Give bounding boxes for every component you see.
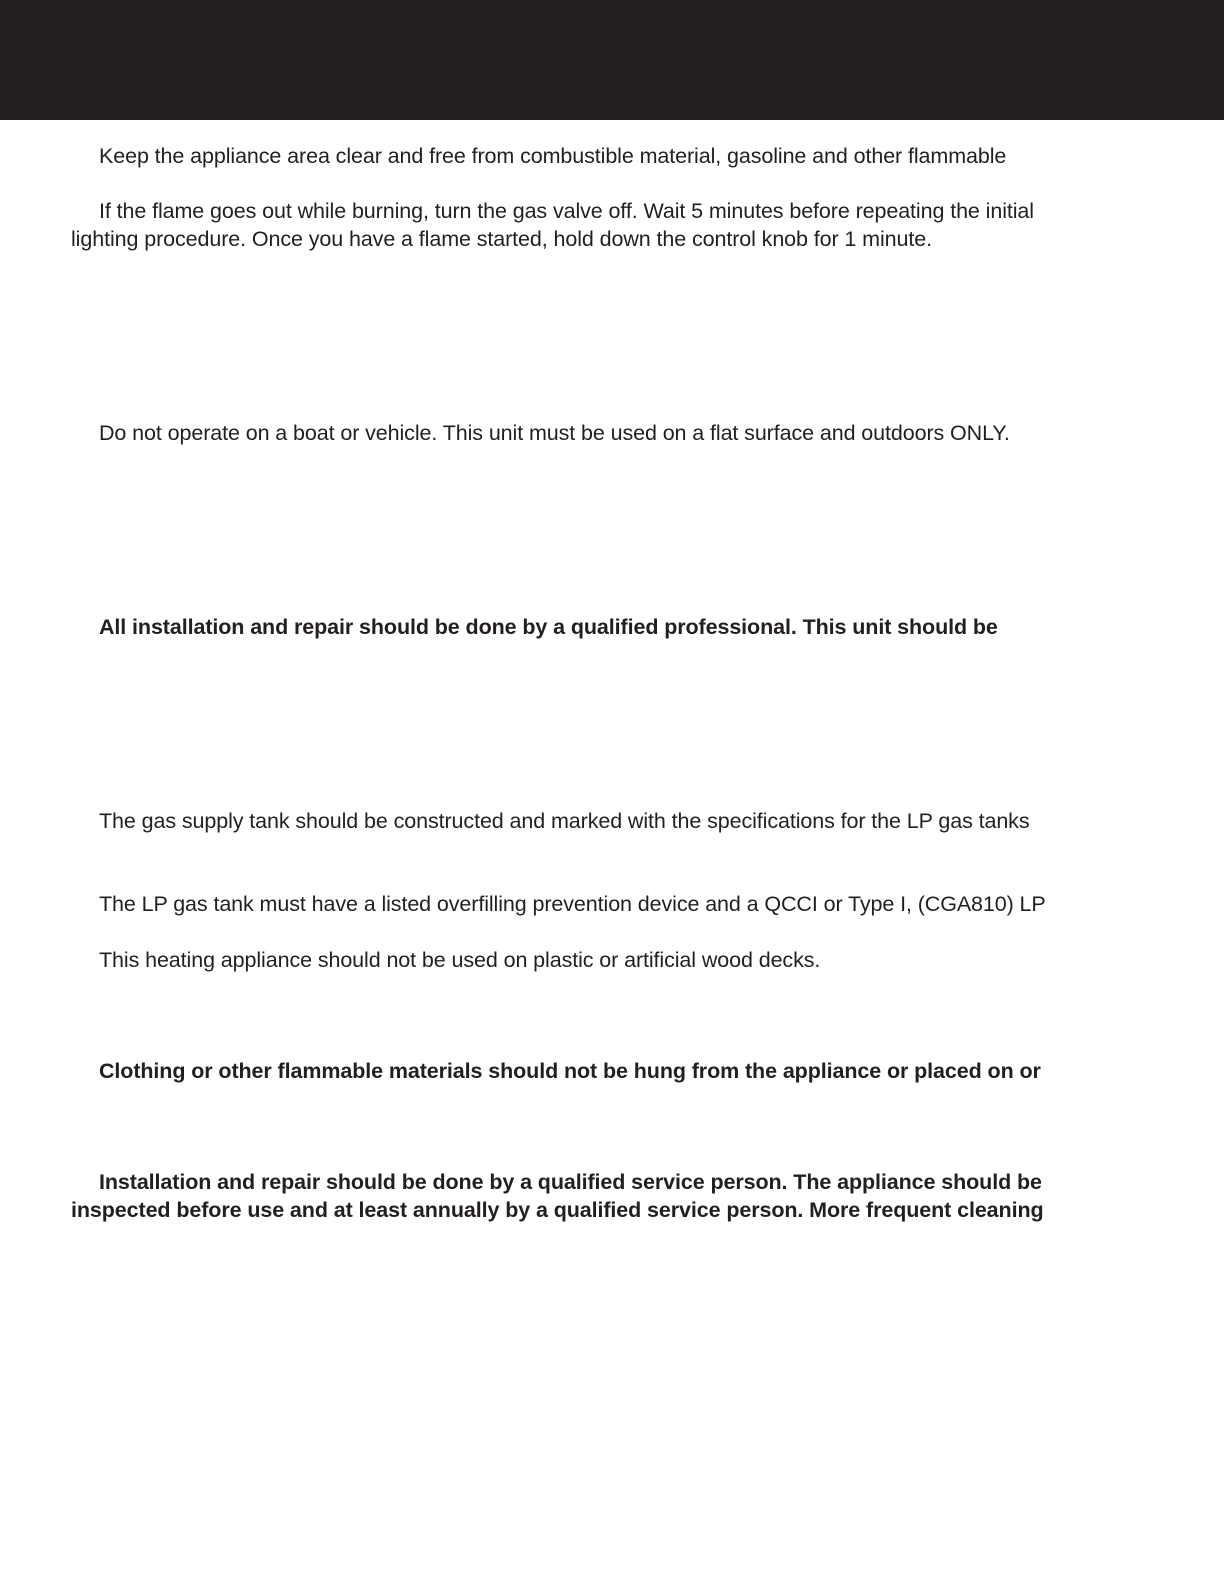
text-line-installation-service-person: Installation and repair should be done by a qualified service person. The appliance should be: [99, 1170, 1042, 1194]
text-line-flame-goes-out: If the flame goes out while burning, turn the gas valve off. Wait 5 minutes before repeating the initial: [99, 199, 1034, 223]
text-line-keep-area-clear: Keep the appliance area clear and free from combustible material, gasoline and other flammable: [99, 144, 1007, 168]
text-line-lighting-procedure: lighting procedure. Once you have a flame started, hold down the control knob for 1 minute.: [71, 227, 932, 251]
text-line-installation-professional: All installation and repair should be done by a qualified professional. This unit should be: [99, 615, 998, 639]
text-line-gas-supply-tank: The gas supply tank should be constructed and marked with the specifications for the LP gas tanks: [99, 809, 1030, 833]
text-line-lp-tank-overfilling: The LP gas tank must have a listed overfilling prevention device and a QCCI or Type I, (CGA810) LP: [99, 892, 1046, 916]
text-line-do-not-operate-boat: Do not operate on a boat or vehicle. This unit must be used on a flat surface and outdoors ONLY.: [99, 421, 1010, 445]
header-band: [0, 0, 1224, 120]
text-line-plastic-decks: This heating appliance should not be used on plastic or artificial wood decks.: [99, 948, 821, 972]
text-line-inspected-annually: inspected before use and at least annually by a qualified service person. More frequent cleaning: [71, 1198, 1044, 1222]
text-line-clothing-flammable: Clothing or other flammable materials should not be hung from the appliance or placed on or: [99, 1059, 1041, 1083]
